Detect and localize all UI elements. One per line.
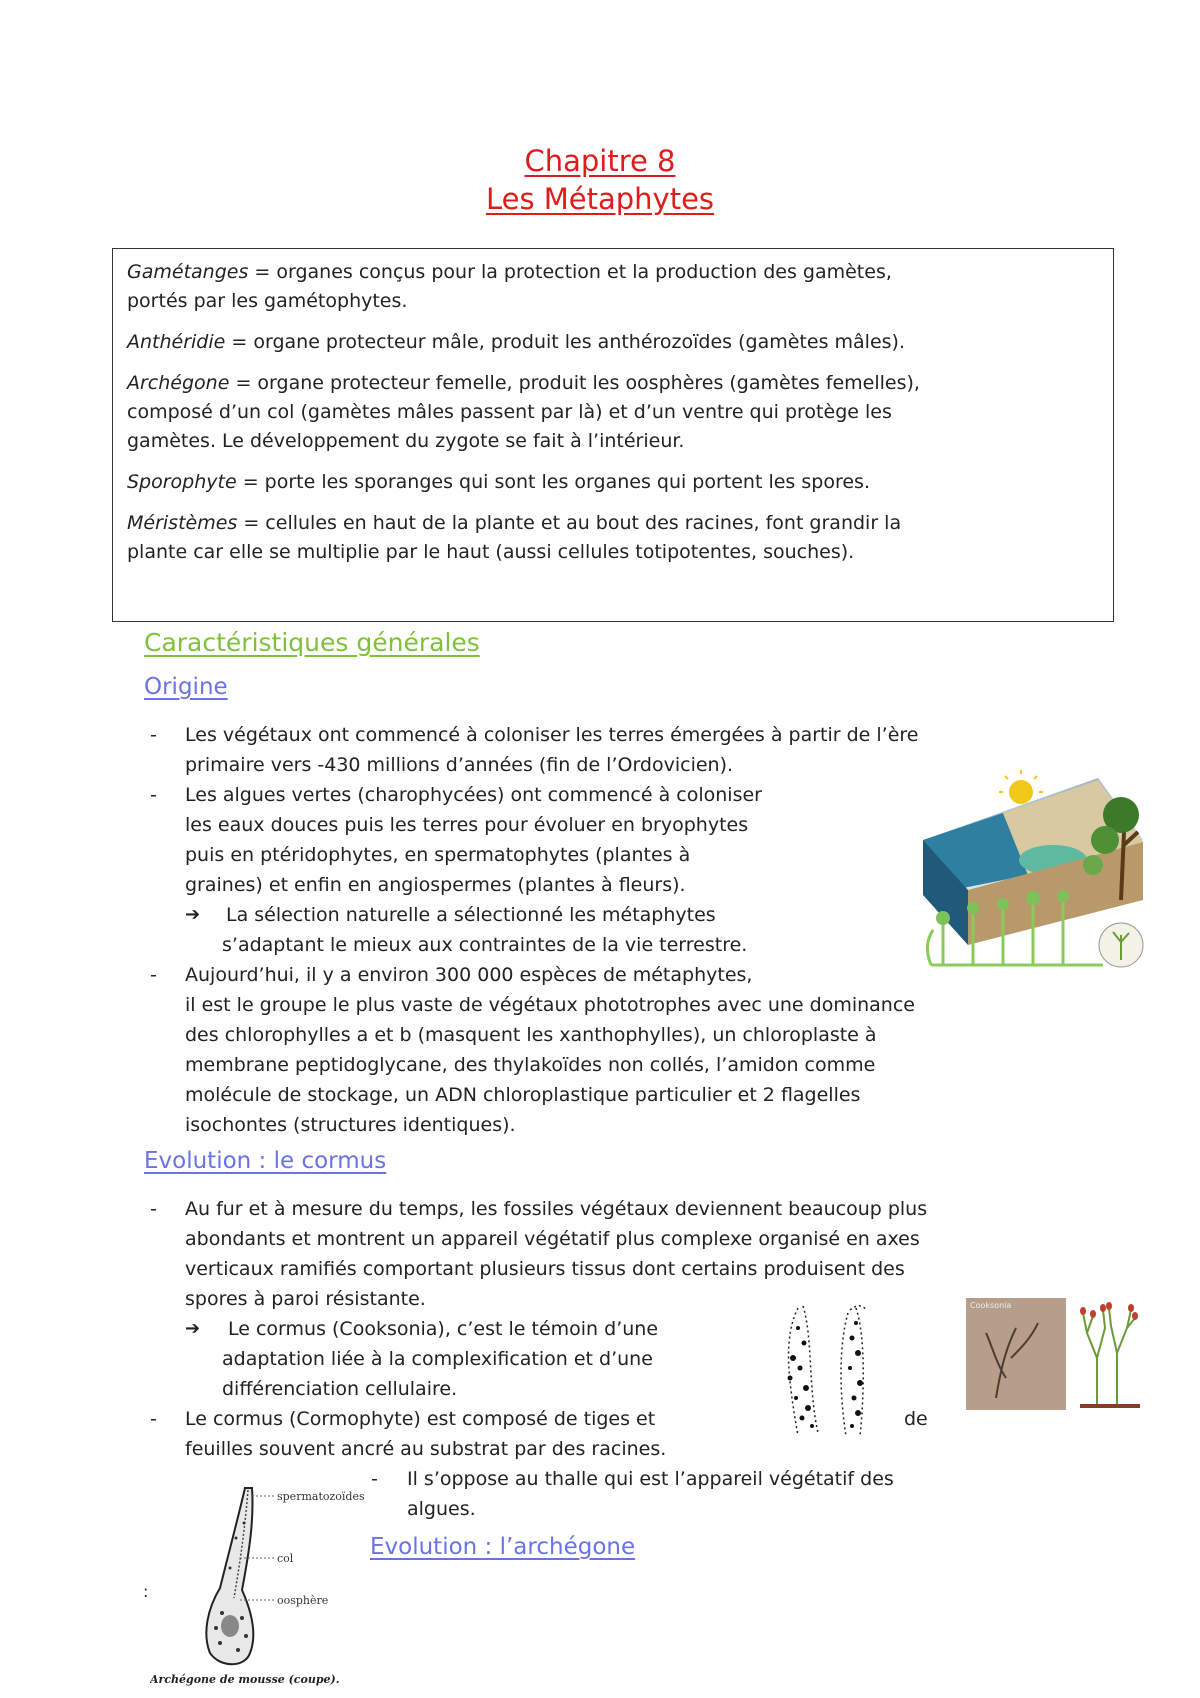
archegone-label-oosphere: oosphère — [277, 1594, 329, 1607]
archegone-caption: Archégone de mousse (coupe). — [150, 1673, 340, 1686]
cormus-b2-l2: feuilles souvent ancré au substrat par des racines. — [185, 1438, 667, 1460]
chapter-title: Chapitre 8 — [524, 144, 676, 178]
origine-b3-l3: des chlorophylles a et b (masquent les xanthophylles), un chloroplaste à — [185, 1024, 877, 1046]
origine-b2-l3: puis en ptéridophytes, en spermatophytes (plantes à — [185, 844, 691, 866]
origine-b2-l4: graines) et enfin en angiospermes (plantes à fleurs). — [185, 874, 686, 896]
cooksonia-reconstruction-illustration — [1075, 1298, 1145, 1410]
origine-arrow-l2: s’adaptant le mieux aux contraintes de la vie terrestre. — [222, 934, 748, 956]
origine-b1-l2: primaire vers -430 millions d’années (fin de l’Ordovicien). — [185, 754, 734, 776]
cooksonia-drawing-illustration — [778, 1298, 888, 1438]
subheading-cormus: Evolution : le cormus — [144, 1148, 387, 1174]
cormus-b2-de: de — [904, 1408, 928, 1430]
stray-colon: : — [143, 1582, 149, 1601]
subheading-origine: Origine — [144, 674, 228, 700]
fossil-label: Cooksonia — [970, 1301, 1012, 1310]
cormus-b2-l1: Le cormus (Cormophyte) est composé de tiges et — [185, 1408, 656, 1430]
evolution-land-colonisation-illustration — [893, 770, 1148, 985]
cormus-b3-l2: algues. — [407, 1498, 476, 1520]
origine-b3-l6: isochontes (structures identiques). — [185, 1114, 516, 1136]
bullet-dash: - — [150, 1408, 157, 1430]
origine-b3-l1: Aujourd’hui, il y a environ 300 000 espèces de métaphytes, — [185, 964, 753, 986]
cormus-b1-l2: abondants et montrent un appareil végétatif plus complexe organisé en axes — [185, 1228, 920, 1250]
bullet-dash: - — [371, 1468, 378, 1490]
origine-b3-l4: membrane peptidoglycane, des thylakoïdes non collés, l’amidon comme — [185, 1054, 876, 1076]
origine-arrow-l1: La sélection naturelle a sélectionné les métaphytes — [226, 904, 716, 926]
definitions-box — [112, 248, 1114, 622]
cormus-b3-l1: Il s’oppose au thalle qui est l’appareil végétatif des — [407, 1468, 894, 1490]
origine-b2-l1: Les algues vertes (charophycées) ont commencé à coloniser — [185, 784, 762, 806]
chapter-subtitle: Les Métaphytes — [485, 182, 715, 216]
archegone-drawing-illustration — [150, 1478, 370, 1688]
bullet-dash: - — [150, 724, 157, 746]
origine-b3-l5: molécule de stockage, un ADN chloroplastique particulier et 2 flagelles — [185, 1084, 861, 1106]
origine-b3-l2: il est le groupe le plus vaste de végétaux phototrophes avec une dominance — [185, 994, 915, 1016]
origine-b1-l1: Les végétaux ont commencé à coloniser les terres émergées à partir de l’ère — [185, 724, 919, 746]
definition-archegone: Archégone = organe protecteur femelle, produit les oosphères (gamètes femelles), composé d’un col (gamètes mâles passent par là) et d’un ventre qui protège les gamètes. Le développement du zygote se fait à l’intérieur. — [127, 372, 920, 452]
definition-meristemes: Méristèmes = cellules en haut de la plante et au bout des racines, font grandir la plante car elle se multiplie par le haut (aussi cellules totipotentes, souches). — [127, 512, 902, 563]
origine-b2-l2: les eaux douces puis les terres pour évoluer en bryophytes — [185, 814, 749, 836]
definition-sporophyte: Sporophyte = porte les sporanges qui sont les organes qui portent les spores. — [127, 471, 870, 493]
bullet-dash: - — [150, 784, 157, 806]
arrow-icon: ➔ — [185, 904, 201, 925]
cormus-b1-l3: verticaux ramifiés comportant plusieurs tissus dont certains produisent des — [185, 1258, 905, 1280]
cormus-arrow-l3: différenciation cellulaire. — [222, 1378, 458, 1400]
definition-gametanges: Gamétanges = organes conçus pour la protection et la production des gamètes, portés par les gamétophytes. — [127, 261, 892, 312]
archegone-label-col: col — [277, 1552, 294, 1565]
cormus-b1-l1: Au fur et à mesure du temps, les fossiles végétaux deviennent beaucoup plus — [185, 1198, 928, 1220]
cormus-arrow-l1: Le cormus (Cooksonia), c’est le témoin d’une — [228, 1318, 659, 1340]
bullet-dash: - — [150, 964, 157, 986]
cooksonia-fossil-photo — [966, 1298, 1066, 1410]
bullet-dash: - — [150, 1198, 157, 1220]
cormus-arrow-l2: adaptation liée à la complexification et d’une — [222, 1348, 653, 1370]
archegone-label-spermatozoides: spermatozoïdes — [277, 1490, 365, 1503]
section-heading-caracteristiques: Caractéristiques générales — [144, 628, 480, 657]
cormus-b1-l4: spores à paroi résistante. — [185, 1288, 426, 1310]
definition-antheridie: Anthéridie = organe protecteur mâle, produit les anthérozoïdes (gamètes mâles). — [127, 331, 905, 353]
arrow-icon: ➔ — [185, 1318, 201, 1339]
subheading-archegone: Evolution : l’archégone — [370, 1534, 636, 1560]
